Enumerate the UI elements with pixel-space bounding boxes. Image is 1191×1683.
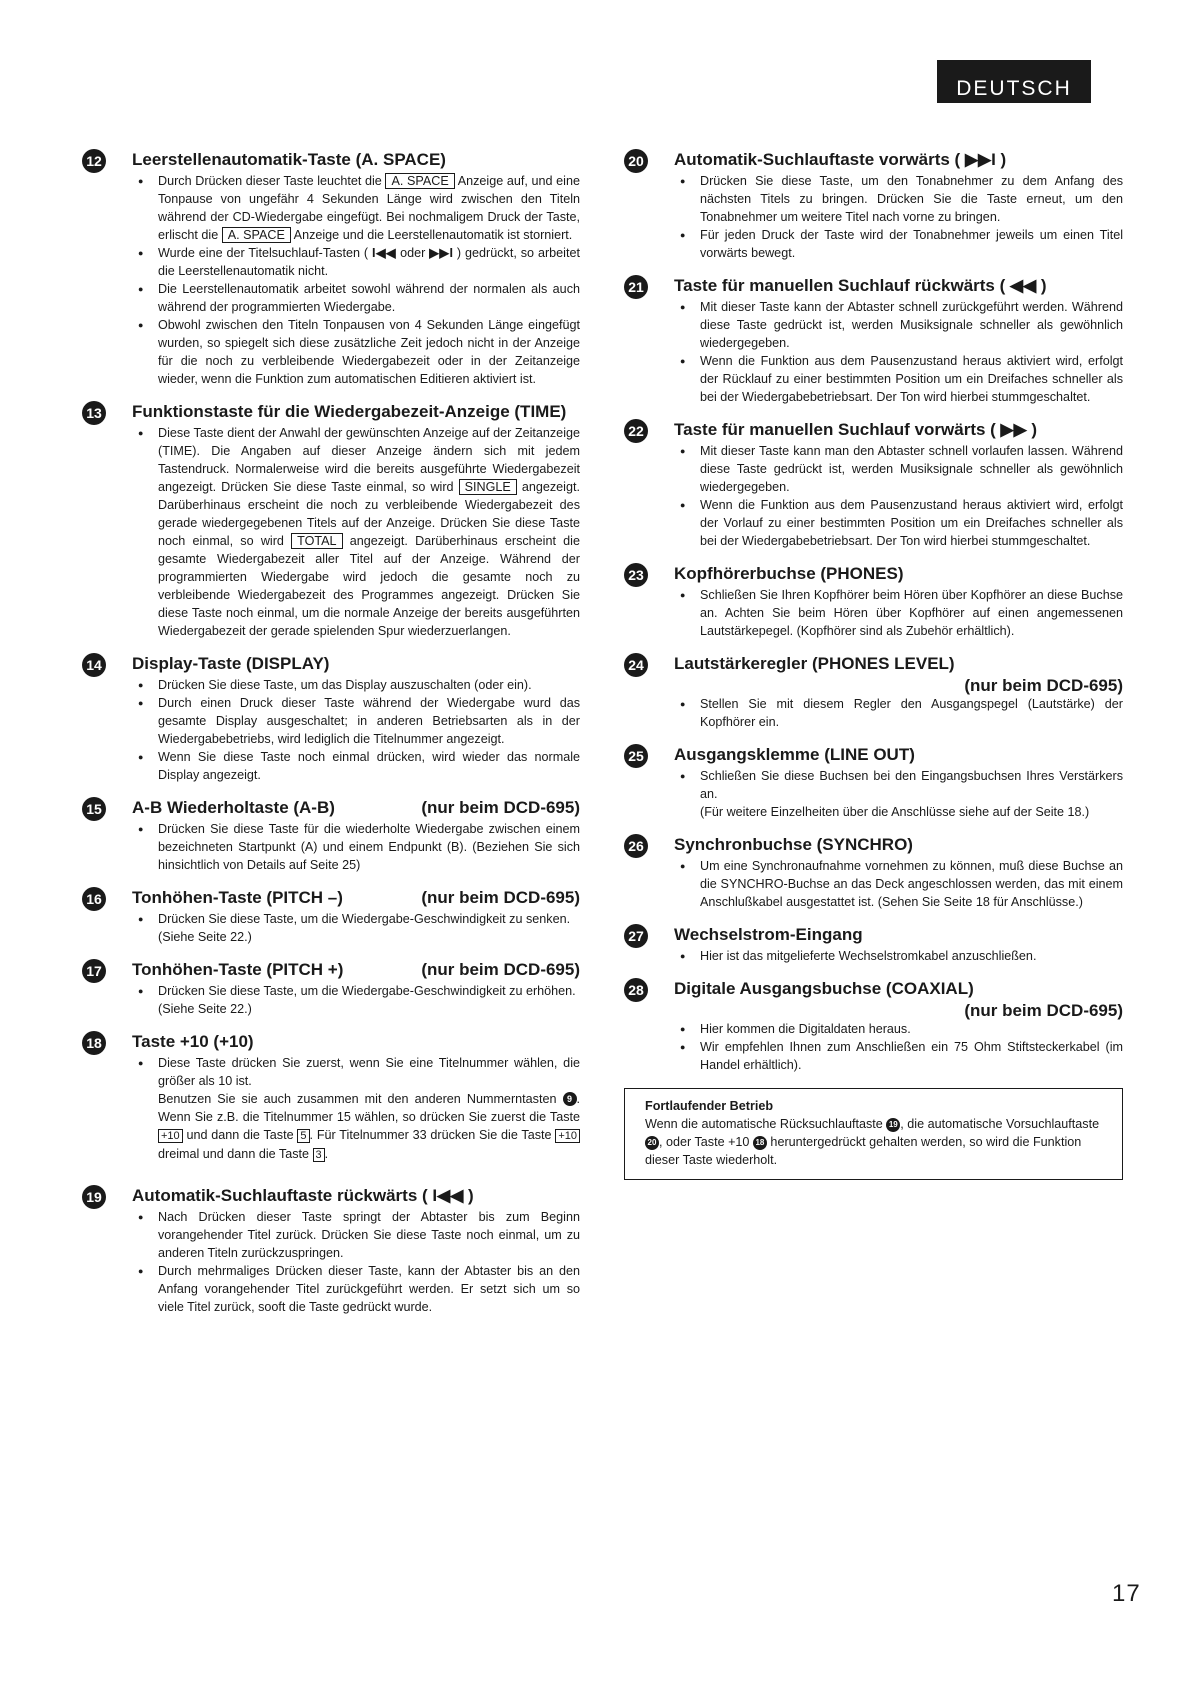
item-number-badge: 15 bbox=[82, 797, 106, 821]
reference-badge: 9 bbox=[563, 1092, 577, 1106]
bullet-item: ● Durch Drücken dieser Taste leuchtet die A. SPACE Anzeige auf, und eine Tonpause von ungefähr 4 Sekunden Länge wird zwischen den Titeln während der CD-Wiedergabe eingefügt. Bei nochmaligem Druck der Taste, erlischt die A. SPACE Anzeige und die Leerstellenautomatik ist storniert. bbox=[132, 172, 580, 244]
item-number-badge: 27 bbox=[624, 924, 648, 948]
reference-badge: 20 bbox=[645, 1136, 659, 1150]
item-number-badge: 24 bbox=[624, 653, 648, 677]
entry-24 bbox=[624, 654, 1123, 731]
entry-26 bbox=[624, 835, 1123, 911]
key-5: 5 bbox=[297, 1129, 309, 1143]
entry-title: Wechselstrom-Eingang bbox=[674, 925, 863, 944]
page-reference: (Siehe Seite 22.) bbox=[158, 930, 252, 944]
entry-15 bbox=[82, 798, 580, 874]
usage-example: Benutzen Sie sie auch zusammen mit den anderen Nummerntasten 9 . Wenn Sie z.B. die Titelnummer 15 wählen, so drücken Sie zuerst die Taste +10 und dann die Taste 5 . Für Titelnummer 33 drücken Sie die Taste +10 dreimal und dann die Taste 3 . bbox=[158, 1092, 580, 1161]
entry-title: Kopfhörerbuchse (PHONES) bbox=[674, 564, 904, 583]
bullet-item: ● Drücken Sie diese Taste, um das Display auszuschalten (oder ein). bbox=[132, 676, 580, 694]
bullet-item: ● Durch mehrmaliges Drücken dieser Taste, kann der Abtaster bis an den Anfang vorangehender Titel zurückgeführt werden. Er setzt sich um so viele Titel zurück, sooft die Taste gedrückt wurde. bbox=[132, 1262, 580, 1316]
item-number-badge: 22 bbox=[624, 419, 648, 443]
entry-title: Leerstellenautomatik-Taste (A. SPACE) bbox=[132, 150, 446, 169]
bullet-item: ● Nach Drücken dieser Taste springt der Abtaster bis zum Beginn vorangehender Titel zurück. Drücken Sie diese Taste noch einmal, um zu anderen Titeln zurückzuspringen. bbox=[132, 1208, 580, 1262]
item-number-badge: 16 bbox=[82, 887, 106, 911]
bullet-item: ● Drücken Sie diese Taste für die wiederholte Wiedergabe zwischen einem bezeichneten Startpunkt (A) und einem Endpunkt (B). (Beziehen Sie sich hinsichtlich von Details auf Seite 25) bbox=[132, 820, 580, 874]
item-number-badge: 12 bbox=[82, 149, 106, 173]
note-heading: Fortlaufender Betrieb bbox=[645, 1099, 774, 1113]
model-note: (nur beim DCD-695) bbox=[964, 1001, 1123, 1020]
bullet-item: ● Mit dieser Taste kann man den Abtaster schnell vorlaufen lassen. Während diese Taste gedrückt ist, werden Musiksignale schneller als gewöhnlich wiedergegeben. bbox=[674, 442, 1123, 496]
entry-title: Tonhöhen-Taste (PITCH +) (nur beim DCD-695) bbox=[132, 960, 580, 979]
entry-title: Ausgangsklemme (LINE OUT) bbox=[674, 745, 915, 764]
bullet-item: ● Für jeden Druck der Taste wird der Tonabnehmer jeweils um einen Titel vorwärts bewegt. bbox=[674, 226, 1123, 262]
entry-12 bbox=[82, 150, 580, 388]
item-number-badge: 21 bbox=[624, 275, 648, 299]
bullet-item: ● Drücken Sie diese Taste, um den Tonabnehmer zu dem Anfang des nächsten Titels zu bringen. Drücken Sie die Taste erneut, um den Tonabnehmer um weitere Titel nach vorne zu bringen. bbox=[674, 172, 1123, 226]
entry-title: Lautstärkeregler (PHONES LEVEL) bbox=[674, 654, 955, 673]
bullet-item: ● Hier kommen die Digitaldaten heraus. bbox=[674, 1020, 1123, 1038]
entry-14 bbox=[82, 654, 580, 784]
key-plus10: +10 bbox=[555, 1129, 580, 1143]
entry-21 bbox=[624, 276, 1123, 406]
item-number-badge: 20 bbox=[624, 149, 648, 173]
bullet-item: ● Wenn die Funktion aus dem Pausenzustand heraus aktiviert wird, erfolgt der Rücklauf zu einer bestimmten Position um ein Dreifaches schneller als bei der Wiedergabebetriebsart. Der Ton wird hierbei stummgeschaltet. bbox=[674, 352, 1123, 406]
bullet-item: ● Um eine Synchronaufnahme vornehmen zu können, muß diese Buchse an die SYNCHRO-Buchse an das Deck angeschlossen werden, das mit einem Anschlußkabel ausgestattet ist. (Sehen Sie Seite 18 für Anschlüsse.) bbox=[674, 857, 1123, 911]
model-note: (nur beim DCD-695) bbox=[421, 960, 580, 979]
entry-title: Tonhöhen-Taste (PITCH –) (nur beim DCD-695) bbox=[132, 888, 580, 907]
note-text: Wenn die automatische Rücksuchlauftaste 19 , die automatische Vorsuchlauftaste 20 , oder Taste +10 18 heruntergedrückt gehalten werden, so wird die Funktion dieser Taste wiederholt. bbox=[645, 1117, 1100, 1167]
entry-title: A-B Wiederholtaste (A-B) (nur beim DCD-695) bbox=[132, 798, 580, 817]
entry-title: Automatik-Suchlauftaste vorwärts ( ▶▶I ) bbox=[674, 150, 1007, 169]
entry-title: Synchronbuchse (SYNCHRO) bbox=[674, 835, 913, 854]
bullet-item: ● Mit dieser Taste kann der Abtaster schnell zurückgeführt werden. Während diese Taste gedrückt ist, werden Musiksignale schneller als gewöhnlich wiedergegeben. bbox=[674, 298, 1123, 352]
entry-title: Digitale Ausgangsbuchse (COAXIAL) bbox=[674, 979, 974, 998]
page-number: 17 bbox=[1112, 1580, 1141, 1607]
bullet-item: ● Die Leerstellenautomatik arbeitet sowohl während der normalen als auch während der programmierten Wiedergabe. bbox=[132, 280, 580, 316]
key-plus10: +10 bbox=[158, 1129, 183, 1143]
bullet-item: ● Drücken Sie diese Taste, um die Wiedergabe-Geschwindigkeit zu senken. bbox=[132, 910, 580, 928]
reference-badge: 19 bbox=[886, 1118, 900, 1132]
bullet-item: ● Schließen Sie Ihren Kopfhörer beim Hören über Kopfhörer an diese Buchse an. Achten Sie beim Hören über Kopfhörer auf einen angemessenen Lautstärkepegel. (Kopfhörer sind als Zubehör erhältlich). bbox=[674, 586, 1123, 640]
item-number-badge: 25 bbox=[624, 744, 648, 768]
key-3: 3 bbox=[313, 1148, 325, 1162]
model-note: (nur beim DCD-695) bbox=[421, 798, 580, 817]
item-number-badge: 14 bbox=[82, 653, 106, 677]
entry-title: Taste +10 (+10) bbox=[132, 1032, 254, 1051]
bullet-item: ● Wurde eine der Titelsuchlauf-Tasten ( I◀◀ oder ▶▶I ) gedrückt, so arbeitet die Leerstellenautomatik nicht. bbox=[132, 244, 580, 280]
item-number-badge: 19 bbox=[82, 1185, 106, 1209]
item-number-badge: 23 bbox=[624, 563, 648, 587]
entry-17 bbox=[82, 960, 580, 1018]
bullet-item: ● Wenn Sie diese Taste noch einmal drücken, wird wieder das normale Display angezeigt. bbox=[132, 748, 580, 784]
bullet-item: ● Drücken Sie diese Taste, um die Wiedergabe-Geschwindigkeit zu erhöhen. bbox=[132, 982, 580, 1000]
entry-18 bbox=[82, 1032, 580, 1164]
bullet-item: ● Diese Taste drücken Sie zuerst, wenn Sie eine Titelnummer wählen, die größer als 10 ist. bbox=[132, 1054, 580, 1090]
item-number-badge: 18 bbox=[82, 1031, 106, 1055]
entry-20 bbox=[624, 150, 1123, 262]
page-reference: (Für weitere Einzelheiten über die Anschlüsse siehe auf der Seite 18.) bbox=[700, 805, 1090, 819]
entry-23 bbox=[624, 564, 1123, 640]
bullet-item: ● Diese Taste dient der Anwahl der gewünschten Anzeige auf der Zeitanzeige (TIME). Die Angaben auf dieser Anzeige ändern sich mit jedem Tastendruck. Normalerweise wird die bereits ausgeführte Wiedergabezeit angezeigt. Drücken Sie diese Taste einmal, so wird SINGLE angezeigt. Darüberhinaus erscheint die noch zu verbleibende Wiedergabezeit des gerade wiedergegebenen Titels auf der Anzeige. Drücken Sie diese Taste noch einmal, so wird TOTAL angezeigt. Darüberhinaus erscheint die gesamte Wiedergabezeit aller Titel auf der Anzeige. Während der programmierten Wiedergabe wird jedoch die gesamte noch zu verbleibende Wiedergabezeit des Programmes angezeigt. Drücken Sie diese Taste noch einmal, um die normale Anzeige der bereits ausgeführten Wiedergabezeit der gerade spielenden Spur wiederzuerlangen. bbox=[132, 424, 580, 640]
model-note: (nur beim DCD-695) bbox=[964, 676, 1123, 695]
item-number-badge: 17 bbox=[82, 959, 106, 983]
entry-22 bbox=[624, 420, 1123, 550]
entry-title: Display-Taste (DISPLAY) bbox=[132, 654, 330, 673]
entry-title: Automatik-Suchlauftaste rückwärts ( I◀◀ ) bbox=[132, 1186, 474, 1205]
entry-16 bbox=[82, 888, 580, 946]
bullet-item: ● Wenn die Funktion aus dem Pausenzustand heraus aktiviert wird, erfolgt der Vorlauf zu einer bestimmten Position um ein Dreifaches schneller als bei der Wiedergabebetriebsart. Der Ton wird hierbei stummgeschaltet. bbox=[674, 496, 1123, 550]
bullet-item: ● Stellen Sie mit diesem Regler den Ausgangspegel (Lautstärke) der Kopfhörer ein. bbox=[674, 695, 1123, 731]
entry-title: Taste für manuellen Suchlauf rückwärts ( ◀◀ ) bbox=[674, 276, 1047, 295]
entry-28 bbox=[624, 979, 1123, 1074]
entry-title: Funktionstaste für die Wiedergabezeit-Anzeige (TIME) bbox=[132, 402, 567, 421]
entry-19 bbox=[82, 1186, 580, 1316]
page-reference: (Siehe Seite 22.) bbox=[158, 1002, 252, 1016]
bullet-item: ● Hier ist das mitgelieferte Wechselstromkabel anzuschließen. bbox=[674, 947, 1123, 965]
model-note: (nur beim DCD-695) bbox=[421, 888, 580, 907]
reference-badge: 18 bbox=[753, 1136, 767, 1150]
bullet-item: ● Schließen Sie diese Buchsen bei den Eingangsbuchsen Ihres Verstärkers an. bbox=[674, 767, 1123, 803]
bullet-item: ● Obwohl zwischen den Titeln Tonpausen von 4 Sekunden Länge eingefügt wurden, so spiegelt sich diese zusätzliche Zeit jedoch nicht in der Anzeige für die noch zu verbleibende Wiedergabezeit oder in der Zeitanzeige wieder, wenn die Funktion zum automatischen Editieren aktiviert ist. bbox=[132, 316, 580, 388]
item-number-badge: 26 bbox=[624, 834, 648, 858]
language-tab: DEUTSCH bbox=[937, 60, 1091, 103]
continuous-operation-note bbox=[624, 1088, 1123, 1180]
left-column bbox=[82, 150, 580, 1330]
entry-27 bbox=[624, 925, 1123, 965]
right-column bbox=[624, 150, 1123, 1180]
item-number-badge: 28 bbox=[624, 978, 648, 1002]
item-number-badge: 13 bbox=[82, 401, 106, 425]
entry-13 bbox=[82, 402, 580, 640]
bullet-item: ● Wir empfehlen Ihnen zum Anschließen ein 75 Ohm Stiftsteckerkabel (im Handel erhältlich). bbox=[674, 1038, 1123, 1074]
bullet-item: ● Durch einen Druck dieser Taste während der Wiedergabe wurd das gesamte Display ausgeschaltet; in anderen Betriebsarten als in der Wiedergabebetriebs, wird lediglich die Titelnummer angezeigt. bbox=[132, 694, 580, 748]
entry-25 bbox=[624, 745, 1123, 821]
entry-title: Taste für manuellen Suchlauf vorwärts ( ▶▶ ) bbox=[674, 420, 1038, 439]
